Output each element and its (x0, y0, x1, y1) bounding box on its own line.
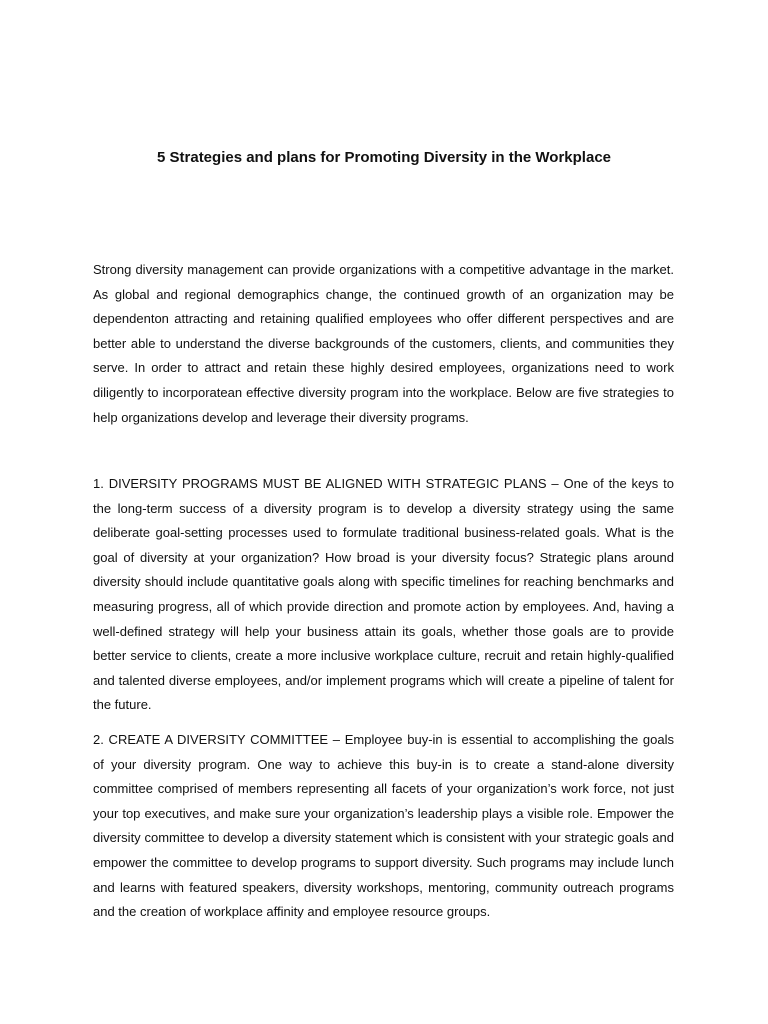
document-title: 5 Strategies and plans for Promoting Diversity in the Workplace (157, 149, 611, 166)
strategy-2-paragraph: 2. CREATE A DIVERSITY COMMITTEE – Employee buy-in is essential to accomplishing the goals of your diversity program. One way to achieve this buy-in is to create a stand-alone diversity committee comprised of members representing all facets of your organization’s work force, not just your top executives, and make sure your organization’s leadership plays a visible role. Empower the diversity committee to develop a diversity statement which is consistent with your strategic goals and empower the committee to develop programs to support diversity. Such programs may include lunch and learns with featured speakers, diversity workshops, mentoring, community outreach programs and the creation of workplace affinity and employee resource groups. (93, 732, 674, 920)
strategy-1-paragraph: 1. DIVERSITY PROGRAMS MUST BE ALIGNED WITH STRATEGIC PLANS – One of the keys to the long-term success of a diversity program is to develop a diversity strategy using the same deliberate goal-setting processes used to formulate traditional business-related goals. What is the goal of diversity at your organization? How broad is your diversity focus? Strategic plans around diversity should include quantitative goals along with specific timelines for reaching benchmarks and measuring progress, all of which provide direction and promote action by employees. And, having a well-defined strategy will help your business attain its goals, whether those goals are to provide better service to clients, create a more inclusive workplace culture, recruit and retain highly-qualified and talented diverse employees, and/or implement programs which will create a pipeline of talent for the future. (93, 476, 674, 713)
intro-paragraph: Strong diversity management can provide organizations with a competitive advantage in the market. As global and regional demographics change, the continued growth of an organization may be dependenton attracting and retaining qualified employees who offer different perspectives and are better able to understand the diverse backgrounds of the customers, clients, and communities they serve. In order to attract and retain these highly desired employees, organizations need to work diligently to incorporatean effective diversity program into the workplace. Below are five strategies to help organizations develop and leverage their diversity programs. (93, 262, 674, 425)
